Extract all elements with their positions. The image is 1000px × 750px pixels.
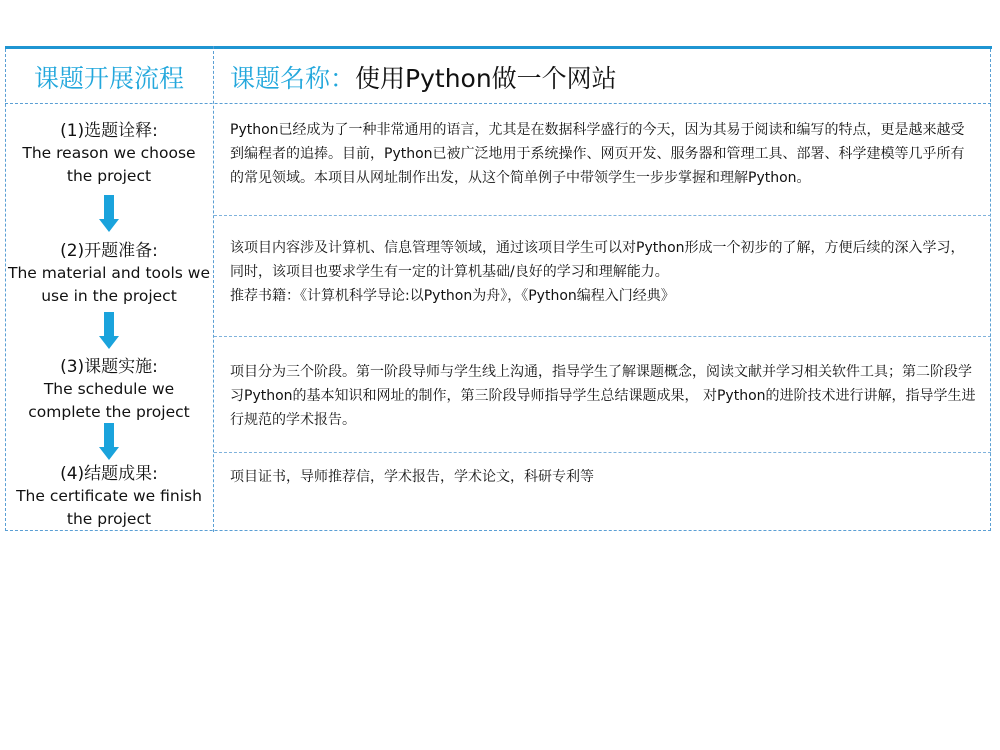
step-english-line: The material and tools we [7, 264, 211, 282]
step-english-line: The certificate we finish [16, 487, 202, 505]
step-english-line: complete the project [28, 403, 190, 421]
content-implementation [230, 360, 976, 432]
row-divider [214, 336, 991, 337]
step-implementation [5, 356, 213, 424]
content-paragraph: 该项目内容涉及计算机、信息管理等领域，通过该项目学生可以对Python形成一个初步的了解，方便后续的深入学习，同时，该项目也要求学生有一定的计算机基础/良好的学习和理解能力。 [230, 240, 965, 280]
project-name-label: 课题名称： [230, 63, 356, 93]
step-title: (2)开题准备: [60, 241, 158, 261]
content-paragraph: 项目分为三个阶段。第一阶段导师与学生线上沟通，指导学生了解课题概念，阅读文献并学习相关软件工具；第二阶段学习Python的基本知识和网址的制作，第三阶段导师指导学生总结课题成果， 对Python的进阶技术进行讲解，指导学生进行规范的学术报告。 [230, 364, 976, 428]
step-english-line: use in the project [41, 287, 177, 305]
step-title: (4)结题成果: [60, 464, 158, 484]
recommended-books: 推荐书籍：《计算机科学导论:以Python为舟》，《Python编程入门经典》 [230, 288, 675, 304]
content-preparation [230, 236, 976, 308]
down-arrow-icon [99, 423, 119, 463]
step-title: (1)选题诠释: [60, 121, 158, 141]
down-arrow-icon [99, 312, 119, 352]
project-name-header [230, 50, 617, 103]
column-divider [213, 46, 214, 532]
row-divider [214, 452, 991, 453]
row-divider [214, 215, 991, 216]
step-selection [5, 120, 213, 188]
step-english-line: The reason we choose [22, 144, 196, 162]
step-title: (3)课题实施: [60, 357, 158, 377]
content-paragraph: 项目证书，导师推荐信，学术报告，学术论文，科研专利等 [230, 469, 594, 485]
step-english-line: The schedule we [43, 380, 175, 398]
content-paragraph: Python已经成为了一种非常通用的语言，尤其是在数据科学盛行的今天，因为其易于阅读和编写的特点，更是越来越受到编程者的追捧。目前，Python已被广泛地用于系统操作、网页开发、服务器和管理工具、部署、科学建模等几乎所有的常见领域。本项目从网址制作出发，从这个简单例子中带领学生一步步掌握和理解Python。 [230, 122, 965, 186]
step-english-line: the project [66, 167, 152, 185]
down-arrow-icon [99, 195, 119, 235]
content-results [230, 465, 976, 489]
content-selection [230, 118, 976, 190]
project-name-value: 使用Python做一个网站 [355, 63, 617, 93]
step-preparation [5, 240, 213, 308]
header-divider [5, 103, 991, 104]
step-results [5, 463, 213, 531]
process-header: 课题开展流程 [33, 63, 184, 93]
step-english-line: the project [66, 510, 152, 528]
